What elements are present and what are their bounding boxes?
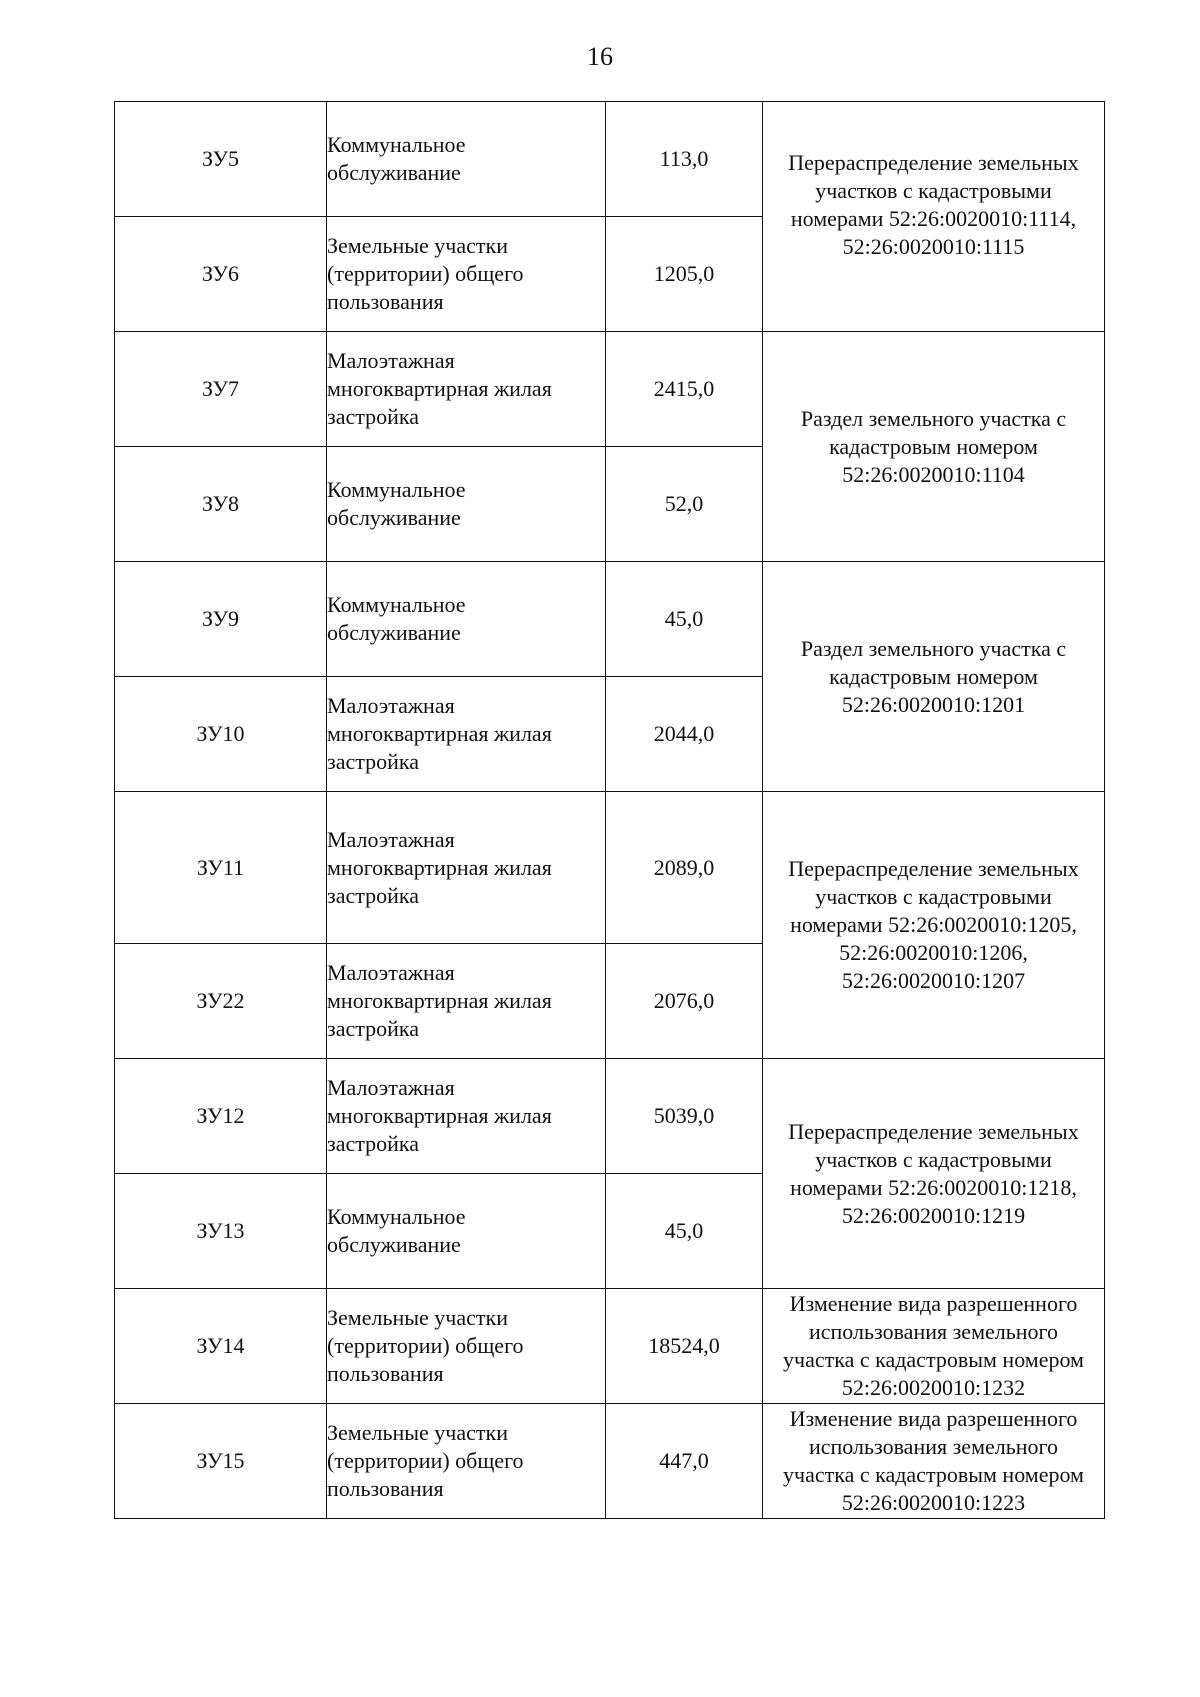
plot-id-cell: ЗУ10 [115, 677, 327, 792]
plot-id-cell: ЗУ12 [115, 1059, 327, 1174]
formation-method-cell: Изменение вида разрешенного использования земельного участка с кадастровым номером 52:26:0020010:1232 [763, 1289, 1105, 1404]
plot-id-cell: ЗУ5 [115, 102, 327, 217]
land-plots-table [114, 101, 1105, 1519]
formation-method-cell: Перераспределение земельных участков с кадастровыми номерами 52:26:0020010:1114, 52:26:0020010:1115 [763, 102, 1105, 332]
plot-id-cell: ЗУ6 [115, 217, 327, 332]
permitted-use-cell: Земельные участки (территории) общего пользования [327, 1289, 606, 1404]
permitted-use-cell: Малоэтажная многоквартирная жилая застройка [327, 677, 606, 792]
plot-id-cell: ЗУ14 [115, 1289, 327, 1404]
area-cell: 447,0 [606, 1404, 763, 1519]
plot-id-cell: ЗУ8 [115, 447, 327, 562]
table-row [115, 1059, 1105, 1174]
permitted-use-cell: Коммунальное обслуживание [327, 1174, 606, 1289]
area-cell: 2044,0 [606, 677, 763, 792]
area-cell: 45,0 [606, 1174, 763, 1289]
formation-method-cell: Изменение вида разрешенного использования земельного участка с кадастровым номером 52:26:0020010:1223 [763, 1404, 1105, 1519]
area-cell: 45,0 [606, 562, 763, 677]
area-cell: 2076,0 [606, 944, 763, 1059]
permitted-use-cell: Коммунальное обслуживание [327, 562, 606, 677]
formation-method-cell: Раздел земельного участка с кадастровым номером 52:26:0020010:1104 [763, 332, 1105, 562]
permitted-use-cell: Земельные участки (территории) общего пользования [327, 1404, 606, 1519]
formation-method-cell: Перераспределение земельных участков с кадастровыми номерами 52:26:0020010:1218, 52:26:0020010:1219 [763, 1059, 1105, 1289]
plot-id-cell: ЗУ7 [115, 332, 327, 447]
table-row [115, 1404, 1105, 1519]
permitted-use-cell: Малоэтажная многоквартирная жилая застройка [327, 792, 606, 944]
area-cell: 2089,0 [606, 792, 763, 944]
table-row [115, 1289, 1105, 1404]
permitted-use-cell: Земельные участки (территории) общего пользования [327, 217, 606, 332]
area-cell: 52,0 [606, 447, 763, 562]
table-row [115, 792, 1105, 944]
permitted-use-cell: Малоэтажная многоквартирная жилая застройка [327, 332, 606, 447]
plot-id-cell: ЗУ9 [115, 562, 327, 677]
permitted-use-cell: Малоэтажная многоквартирная жилая застройка [327, 1059, 606, 1174]
table-row [115, 562, 1105, 677]
plot-id-cell: ЗУ11 [115, 792, 327, 944]
area-cell: 18524,0 [606, 1289, 763, 1404]
plot-id-cell: ЗУ22 [115, 944, 327, 1059]
permitted-use-cell: Коммунальное обслуживание [327, 102, 606, 217]
table-row [115, 332, 1105, 447]
page-number: 16 [587, 42, 613, 71]
permitted-use-cell: Малоэтажная многоквартирная жилая застройка [327, 944, 606, 1059]
plot-id-cell: ЗУ13 [115, 1174, 327, 1289]
formation-method-cell: Перераспределение земельных участков с кадастровыми номерами 52:26:0020010:1205, 52:26:0020010:1206, 52:26:0020010:1207 [763, 792, 1105, 1059]
area-cell: 113,0 [606, 102, 763, 217]
area-cell: 5039,0 [606, 1059, 763, 1174]
area-cell: 2415,0 [606, 332, 763, 447]
table-row [115, 102, 1105, 217]
formation-method-cell: Раздел земельного участка с кадастровым номером 52:26:0020010:1201 [763, 562, 1105, 792]
plot-id-cell: ЗУ15 [115, 1404, 327, 1519]
area-cell: 1205,0 [606, 217, 763, 332]
permitted-use-cell: Коммунальное обслуживание [327, 447, 606, 562]
